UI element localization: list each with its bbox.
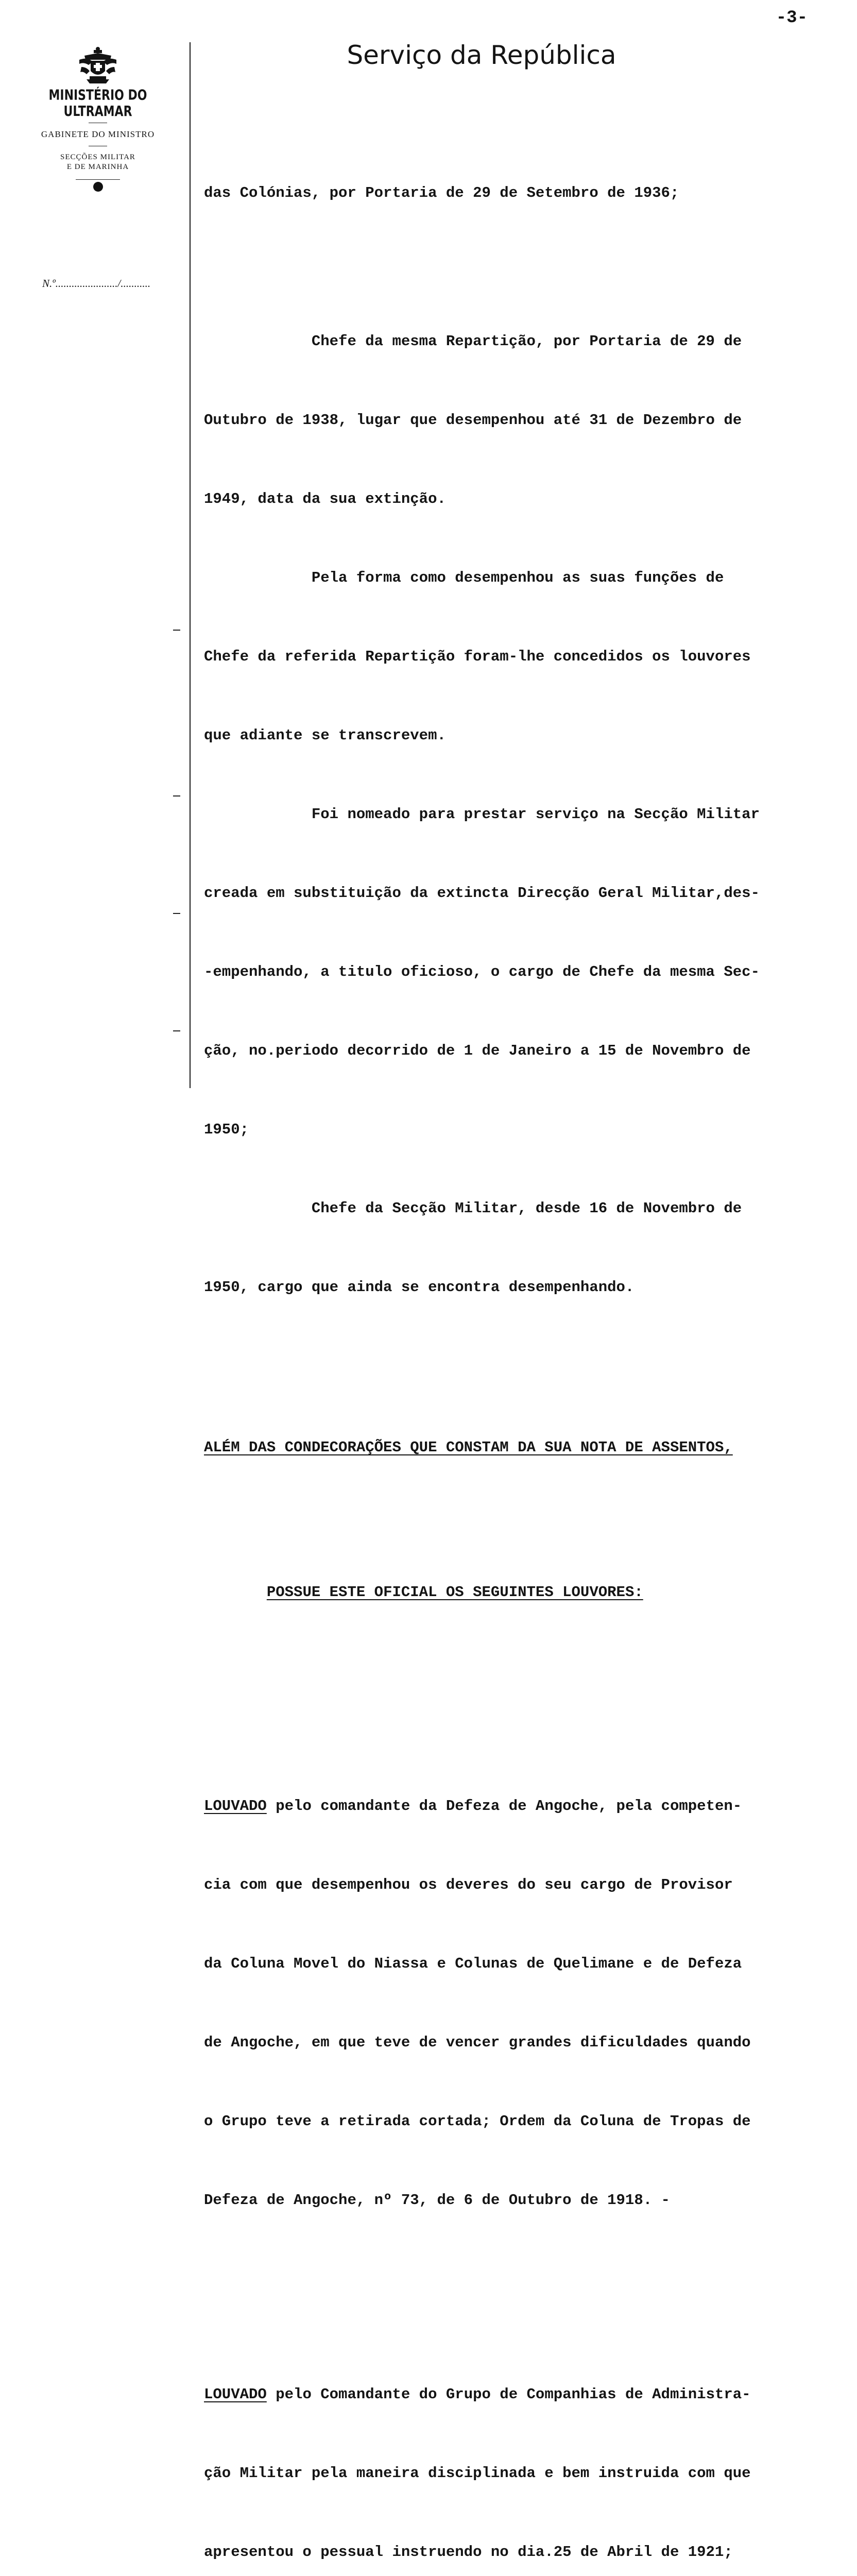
section-subheading-text: POSSUE ESTE OFICIAL OS SEGUINTES LOUVORES: [266,1584,643,1601]
louvado-keyword: LOUVADO [204,1798,267,1815]
margin-dash [173,795,180,796]
text-line: ção Militar pela maneira disciplinada e bem instruida com que [204,2465,751,2482]
document-body [204,101,843,2576]
text-line: Chefe da mesma Repartição, por Portaria de 29 de [204,333,742,350]
text-line: Pela forma como desempenhou as suas funções de [204,569,724,586]
text-line: 1949, data da sua extinção. [204,490,446,507]
text-line: de Angoche, em que teve de vencer grandes dificuldades quando [204,2034,751,2051]
ministry-name: MINISTÉRIO DO ULTRAMAR [48,87,147,120]
section-heading [204,1434,843,1461]
text-line: 1950; [204,1121,249,1138]
text-line: 1950, cargo que ainda se encontra desempenhando. [204,1279,635,1296]
text-line: Outubro de 1938, lugar que desempenhou até 31 de Dezembro de [204,412,742,429]
text-line: das Colónias, por Portaria de 29 de Setembro de 1936; [204,184,679,201]
text-line: creada em substituição da extincta Direcção Geral Militar,des- [204,885,760,902]
text-line: Defeza de Angoche, nº 73, de 6 de Outubro de 1918. - [204,2192,670,2209]
reference-number: N.º......................./........... [42,277,151,290]
section-heading-text: ALÉM DAS CONDECORAÇÕES QUE CONSTAM DA SUA NOTA DE ASSENTOS, [204,1439,733,1456]
text-line: apresentou o pessual instruendo no dia.25 de Abril de 1921; [204,2544,733,2561]
margin-dash [173,1030,180,1031]
text-line: cia com que desempenhou os deveres do seu cargo de Provisor [204,1876,733,1893]
coat-of-arms-icon [77,44,118,84]
text-line: ção, no.periodo decorrido de 1 de Janeiro a 15 de Novembro de [204,1042,751,1059]
louvado-keyword: LOUVADO [204,2386,267,2403]
margin-line [190,42,191,1088]
divider [76,179,120,180]
page-title: Serviço da República [347,40,616,70]
text-line: Foi nomeado para prestar serviço na Secção Militar [204,806,760,823]
text-line: o Grupo teve a retirada cortada; Ordem da Coluna de Tropas de [204,2113,751,2130]
text-line: Chefe da referida Repartição foram-lhe concedidos os louvores [204,648,751,665]
bullet-dot-icon [93,182,103,192]
louvor-first-line: LOUVADO pelo Comandante do Grupo de Companhias de Administra- [204,2386,751,2403]
cabinet-name: GABINETE DO MINISTRO [41,129,155,139]
louvor-first-line: LOUVADO pelo comandante da Defeza de Angoche, pela competen- [204,1798,742,1815]
text-line: -empenhando, a titulo oficioso, o cargo de Chefe da mesma Sec- [204,963,760,980]
text-line: que adiante se transcrevem. [204,727,446,744]
section-subheading [204,1579,843,1605]
page-number: -3- [776,8,808,28]
sections-line2: E DE MARINHA [66,163,129,171]
margin-dash [173,630,180,631]
margin-dash [173,913,180,914]
sections-line1: SECÇÕES MILITAR [60,153,135,161]
letterhead [21,44,175,192]
text-line: Chefe da Secção Militar, desde 16 de Novembro de [204,1200,742,1217]
text-line: da Coluna Movel do Niassa e Colunas de Quelimane e de Defeza [204,1955,742,1972]
